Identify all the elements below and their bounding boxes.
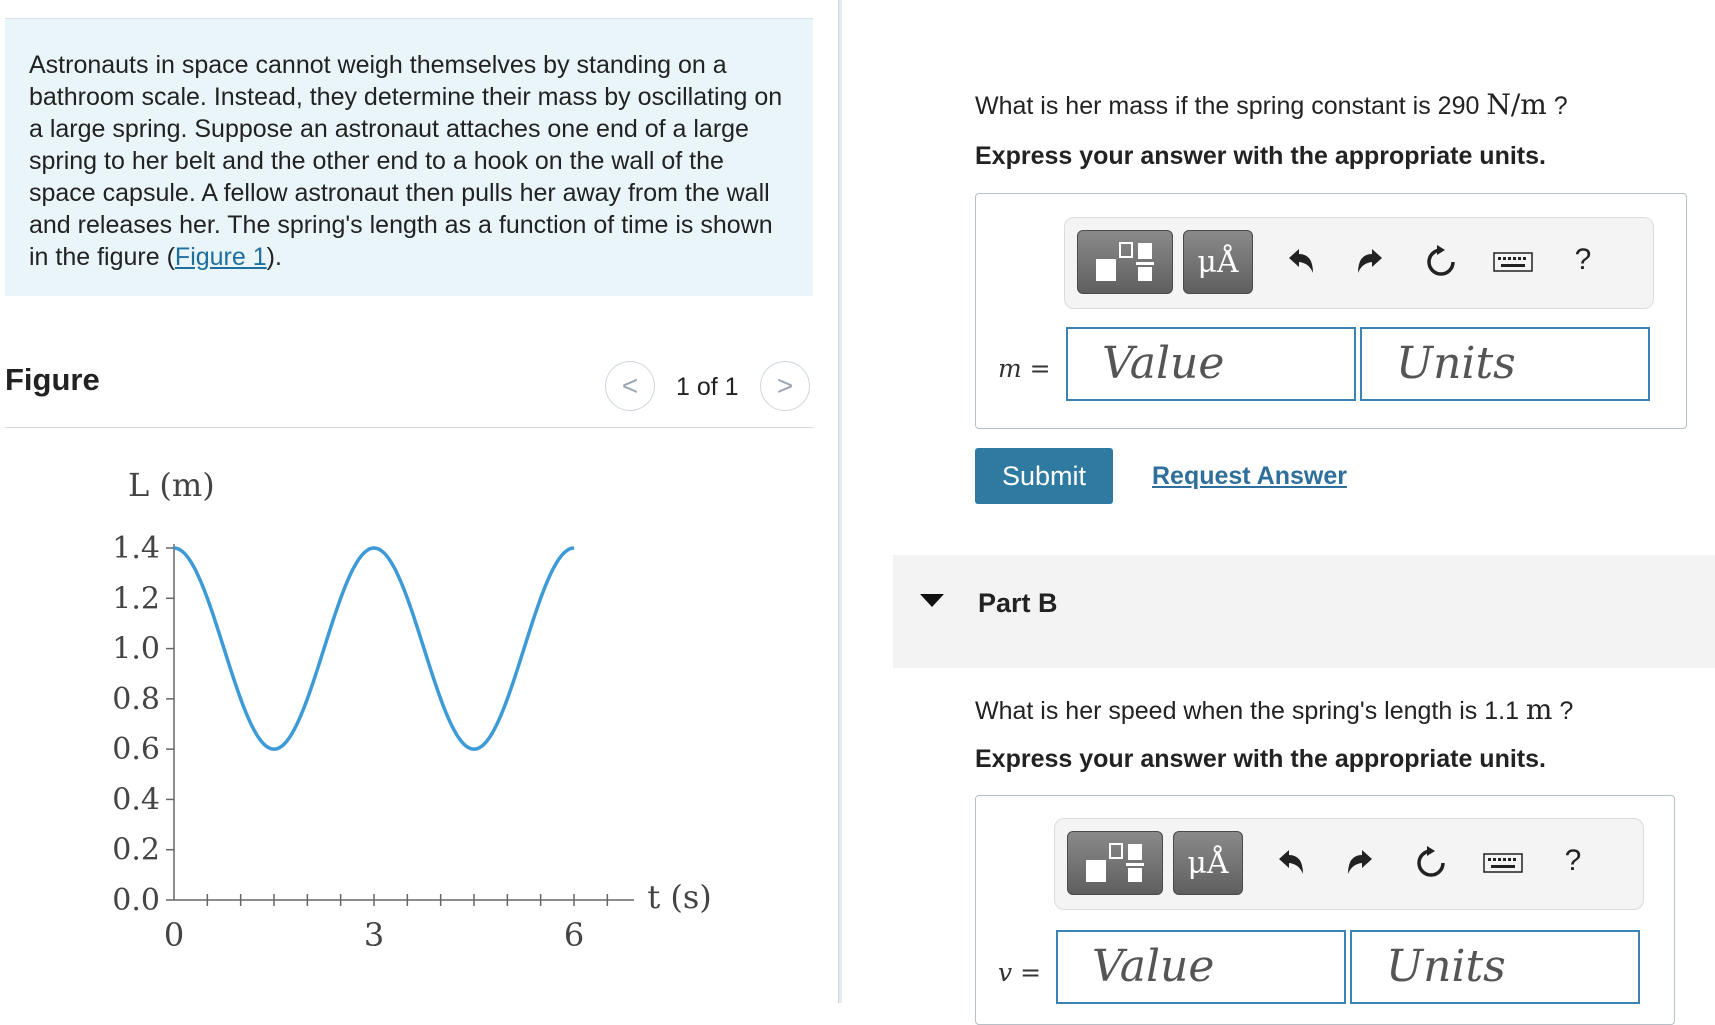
part-b-question xyxy=(975,693,1573,726)
units-symbol-button[interactable]: μÅ xyxy=(1173,831,1243,895)
part-b-question-unit: m xyxy=(1525,693,1553,726)
speed-label: v = xyxy=(998,958,1042,987)
panel-divider-line xyxy=(838,0,839,1003)
part-b-question-text: What is her speed when the spring's length is 1.1 xyxy=(975,697,1526,725)
mass-value-input[interactable]: Value xyxy=(1066,327,1356,401)
part-a-instruction: Express your answer with the appropriate units. xyxy=(975,142,1546,170)
request-answer-link[interactable]: Request Answer xyxy=(1152,462,1347,490)
keyboard-icon[interactable] xyxy=(1493,242,1533,282)
part-a-question-end: ? xyxy=(1546,92,1568,120)
part-a-question-unit: N/m xyxy=(1486,88,1547,121)
x-tick-label: 3 xyxy=(363,916,385,954)
chevron-left-icon: < xyxy=(621,370,639,401)
submit-button[interactable]: Submit xyxy=(975,448,1113,504)
part-b-answer-box xyxy=(975,795,1675,1025)
undo-icon[interactable] xyxy=(1280,242,1320,282)
help-icon[interactable]: ? xyxy=(1574,243,1592,276)
x-axis-label: t (s) xyxy=(647,878,712,916)
y-tick-label: 0.4 xyxy=(112,782,160,818)
next-figure-button[interactable] xyxy=(760,361,810,411)
templates-button[interactable] xyxy=(1067,831,1163,895)
spring-length-chart xyxy=(0,440,760,980)
templates-icon xyxy=(1078,231,1172,293)
problem-text: Astronauts in space cannot weigh themselves by standing on a bathroom scale. Instead, they determine their mass by oscillating on a large spring. Suppose an astronaut attaches one end of a large spring to her belt and the other end to a hook on the wall of the space capsule. A fellow astronaut then pulls her away from the wall and releases her. The spring's length as a function of time is shown in the figure ( xyxy=(29,51,783,271)
collapse-triangle-icon[interactable] xyxy=(920,594,944,607)
reset-icon[interactable] xyxy=(1411,843,1451,883)
undo-icon[interactable] xyxy=(1270,843,1310,883)
series-line xyxy=(174,548,574,749)
keyboard-icon[interactable] xyxy=(1483,843,1523,883)
mass-label: m = xyxy=(998,354,1051,383)
part-b-instruction: Express your answer with the appropriate units. xyxy=(975,745,1546,773)
y-tick-label: 0.2 xyxy=(112,832,160,868)
figure-heading: Figure xyxy=(5,362,100,397)
part-a-question-text: What is her mass if the spring constant is 290 xyxy=(975,92,1487,120)
problem-text-end: ). xyxy=(266,243,282,271)
part-a-answer-box xyxy=(975,193,1687,429)
part-b-question-end: ? xyxy=(1552,697,1574,725)
figure-divider xyxy=(5,427,813,428)
templates-button[interactable] xyxy=(1077,230,1173,294)
figure-counter: 1 of 1 xyxy=(676,373,739,401)
left-panel xyxy=(0,0,840,1003)
mass-units-input[interactable]: Units xyxy=(1360,327,1650,401)
y-tick-label: 1.0 xyxy=(112,631,160,667)
problem-statement xyxy=(5,18,813,296)
redo-icon[interactable] xyxy=(1351,242,1391,282)
y-tick-label: 1.4 xyxy=(112,531,160,566)
x-tick-label: 0 xyxy=(163,916,185,954)
part-b-toolbar xyxy=(1054,818,1644,910)
part-a-toolbar xyxy=(1064,217,1654,309)
redo-icon[interactable] xyxy=(1341,843,1381,883)
chevron-right-icon: > xyxy=(776,370,794,401)
x-tick-label: 6 xyxy=(563,916,585,954)
figure-link[interactable]: Figure 1 xyxy=(174,243,267,271)
y-tick-label: 1.2 xyxy=(112,581,160,617)
speed-units-input[interactable]: Units xyxy=(1350,930,1640,1004)
y-tick-label: 0.0 xyxy=(112,883,160,918)
speed-value-input[interactable]: Value xyxy=(1056,930,1346,1004)
templates-icon xyxy=(1068,832,1162,894)
help-icon[interactable]: ? xyxy=(1564,844,1582,877)
part-b-title: Part B xyxy=(978,588,1058,618)
reset-icon[interactable] xyxy=(1421,242,1461,282)
part-a-question xyxy=(975,88,1568,121)
y-tick-label: 0.8 xyxy=(112,681,160,717)
units-symbol-button[interactable]: μÅ xyxy=(1183,230,1253,294)
y-tick-label: 0.6 xyxy=(112,732,160,768)
y-axis-label: L (m) xyxy=(128,466,215,504)
prev-figure-button[interactable] xyxy=(605,361,655,411)
